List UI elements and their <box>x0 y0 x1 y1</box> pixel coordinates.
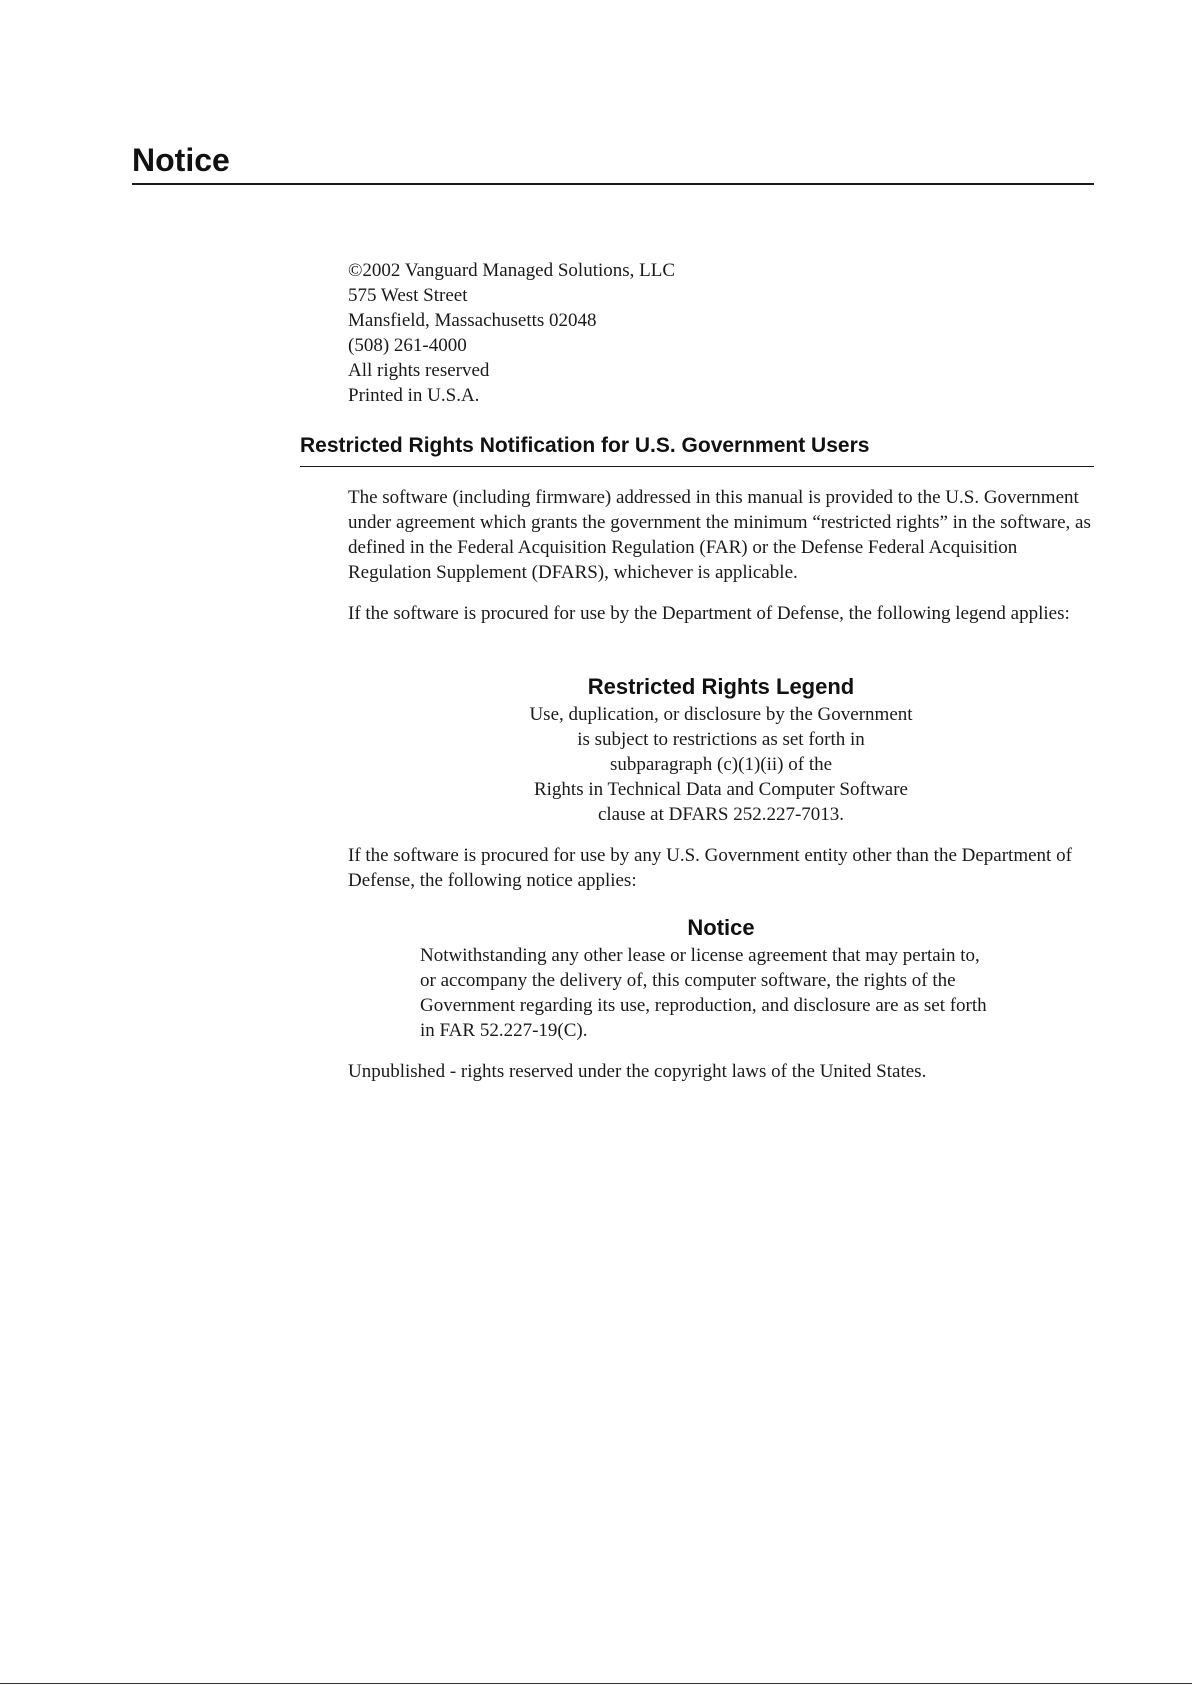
legend-line: Use, duplication, or disclosure by the Government <box>529 704 913 725</box>
unpublished-rights-paragraph: Unpublished - rights reserved under the copyright laws of the United States. <box>348 1061 927 1082</box>
page-title: Notice <box>132 142 230 178</box>
city-state-zip: Mansfield, Massachusetts 02048 <box>348 310 597 331</box>
section-heading: Restricted Rights Notification for U.S. Government Users <box>300 434 870 457</box>
other-entity-paragraph: If the software is procured for use by any U.S. Government entity other than the Department of Defense, the following notice applies: <box>348 845 1072 891</box>
legend-line: subparagraph (c)(1)(ii) of the <box>609 754 833 775</box>
notice-line: Notwithstanding any other lease or license agreement that may pertain to, <box>420 945 980 966</box>
dod-intro-paragraph: If the software is procured for use by the Department of Defense, the following legend applies: <box>348 603 1070 624</box>
restricted-rights-legend <box>348 672 1094 827</box>
legend-line: Rights in Technical Data and Computer Software <box>533 779 908 800</box>
copyright-address-block <box>348 258 675 408</box>
footer-divider <box>0 1683 1192 1684</box>
legend-text <box>348 702 1094 827</box>
legend-title: Restricted Rights Legend <box>587 674 855 699</box>
rights-reserved-line: All rights reserved <box>348 360 490 381</box>
section-divider <box>300 466 1094 467</box>
notice-line: Government regarding its use, reproduction, and disclosure are as set forth <box>420 995 987 1016</box>
legend-line: is subject to restrictions as set forth in <box>577 729 865 750</box>
notice-line: or accompany the delivery of, this computer software, the rights of the <box>420 970 956 991</box>
street-address: 575 West Street <box>348 285 468 306</box>
title-divider <box>132 183 1094 185</box>
notice-text <box>420 943 1060 1043</box>
software-rights-paragraph: The software (including firmware) addressed in this manual is provided to the U.S. Government under agreement which grants the government the minimum “restricted rights” in the software, as defined in the Federal Acquisition Regulation (FAR) or the Defense Federal Acquisition Regulation Supplement (DFARS), whichever is applicable. <box>348 487 1091 583</box>
notice-title: Notice <box>687 915 755 940</box>
phone-number: (508) 261-4000 <box>348 335 467 356</box>
legend-line: clause at DFARS 252.227-7013. <box>597 804 845 825</box>
notice-line: in FAR 52.227-19(C). <box>420 1020 588 1041</box>
copyright-line: ©2002 Vanguard Managed Solutions, LLC <box>348 260 676 281</box>
printed-in-line: Printed in U.S.A. <box>348 385 480 406</box>
